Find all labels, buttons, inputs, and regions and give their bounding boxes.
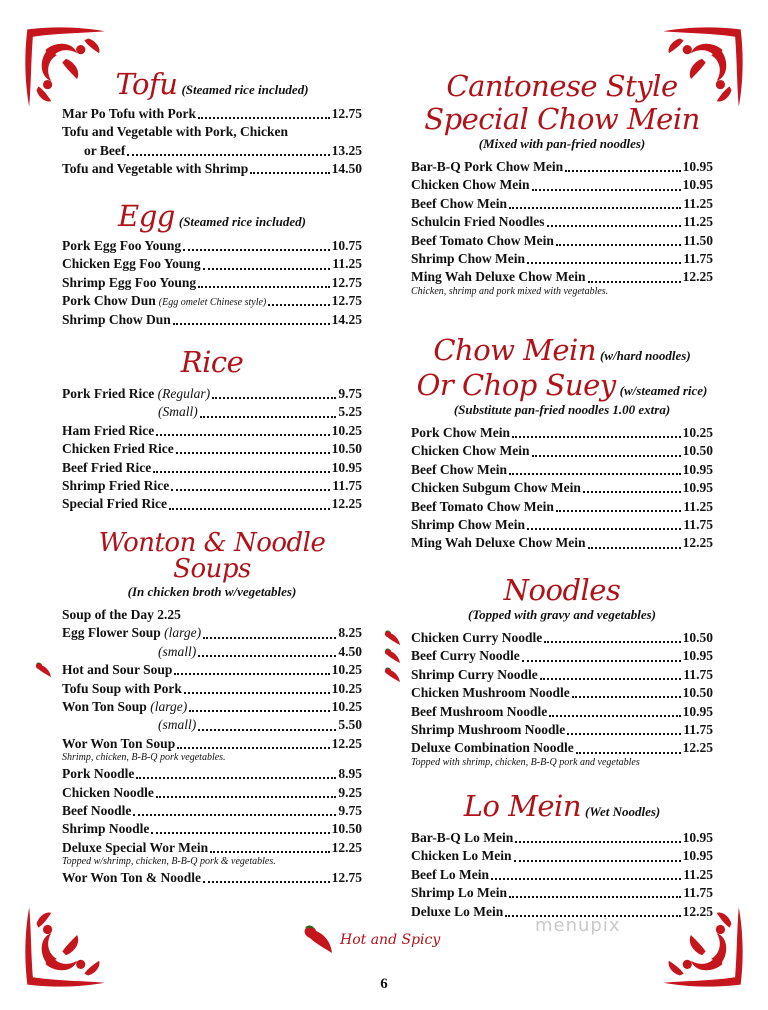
menu-item: Chicken Egg Foo Young 11.25 [62,256,362,272]
menu-item: Chicken Chow Mein 10.50 [411,443,713,459]
section-title: Egg [118,199,175,233]
menu-item: Soup of the Day 2.25 [62,607,181,622]
section-title: Chow Mein [433,333,597,367]
chili-pepper-icon [34,662,52,678]
menu-item: or Beef 13.25 [84,142,362,158]
menu-item: Beef Tomato Chow Mein 11.50 [411,232,713,248]
menu-item: Chicken Curry Noodle 10.50 [411,629,713,647]
menu-item: (Small) 5.25 [158,404,362,420]
menu-item: Chicken Noodle 9.25 [62,784,362,800]
menu-item: Beef Noodle 9.75 [62,802,362,818]
menu-item: Beef Fried Rice 10.95 [62,459,362,475]
menu-item: Shrimp Mushroom Noodle 11.75 [411,721,713,737]
watermark: menupix [535,915,621,936]
section-title: Rice [180,345,244,379]
menu-item: Schulcin Fried Noodles 11.25 [411,214,713,230]
menu-item: Pork Chow Mein 10.25 [411,425,713,440]
menu-item: Deluxe Lo Mein 12.25 [411,903,713,919]
section-lo-mein [411,789,713,921]
menu-item: (small) 4.50 [158,643,362,659]
chili-pepper-icon [383,648,401,664]
menu-item: Deluxe Special Wor Mein 12.25 [62,839,362,855]
section-subtitle: (w/steamed rice) [619,383,708,398]
menu-item: Mar Po Tofu with Pork 12.75 [62,106,362,121]
item-note: Topped with shrimp, chicken, B-B-Q pork and vegetables [411,756,640,768]
menu-item: Hot and Sour Soup 10.25 [62,661,362,679]
section-title: Or Chop Suey [416,368,616,402]
menu-item: Beef Chow Mein 10.95 [411,461,713,477]
section-tofu [62,67,362,179]
section-subtitle: (w/hard noodles) [600,348,691,363]
menu-item: Shrimp Egg Foo Young 12.75 [62,274,362,290]
menu-item: Shrimp Curry Noodle 11.75 [411,666,713,684]
menu-item: Beef Lo Mein 11.25 [411,866,713,882]
item-note: Shrimp, chicken, B-B-Q pork vegetables. [62,752,226,764]
menu-item: Deluxe Combination Noodle 12.25 [411,740,713,756]
menu-item: Tofu Soup with Pork 10.25 [62,680,362,696]
menu-item: Chicken Mushroom Noodle 10.50 [411,685,713,701]
menu-item: Shrimp Chow Mein 11.75 [411,516,713,532]
menu-item: Special Fried Rice 12.25 [62,496,362,512]
section-rice [62,345,362,514]
section-note: (Topped with gravy and vegetables) [468,607,656,622]
menu-item: Chicken Chow Mein 10.95 [411,177,713,193]
section-wonton-noodle-soups [62,530,362,887]
menu-item: Shrimp Chow Dun 14.25 [62,311,362,327]
page-number: 6 [380,976,388,992]
menu-item: Shrimp Chow Mein 11.75 [411,250,713,266]
menu-item: Chicken Lo Mein 10.95 [411,848,713,864]
menu-item: Beef Mushroom Noodle 10.95 [411,703,713,719]
menu-item: Ham Fried Rice 10.25 [62,422,362,438]
chili-pepper-icon [383,630,401,646]
menu-item: Wor Won Ton Soup 12.25 [62,735,362,751]
menu-item: Chicken Subgum Chow Mein 10.95 [411,480,713,496]
menu-item: Bar-B-Q Pork Chow Mein 10.95 [411,159,713,174]
menu-item: (small) 5.50 [158,717,362,733]
menu-item: Won Ton Soup (large) 10.25 [62,698,362,714]
item-note: Topped w/shrimp, chicken, B-B-Q pork & vegetables. [62,856,276,868]
section-title: Special Chow Mein [424,102,700,136]
section-noodles [411,573,713,770]
menu-item: Beef Chow Mein 11.25 [411,195,713,211]
section-title: Cantonese Style [446,69,678,103]
menu-item: Pork Egg Foo Young 10.75 [62,238,362,253]
menu-item: Tofu and Vegetable with Shrimp 14.50 [62,161,362,177]
menu-item: Shrimp Fried Rice 11.75 [62,477,362,493]
menu-item: Pork Fried Rice (Regular) 9.75 [62,386,362,401]
item-note: Chicken, shrimp and pork mixed with vegetables. [411,285,609,297]
section-subtitle: (Steamed rice included) [178,214,306,229]
menu-item: Bar-B-Q Lo Mein 10.95 [411,830,713,845]
menu-item: Shrimp Lo Mein 11.75 [411,885,713,901]
menu-item: Tofu and Vegetable with Pork, Chicken [62,124,289,140]
section-note: (In chicken broth w/vegetables) [127,584,297,599]
hot-and-spicy-legend [302,925,440,955]
section-note: (Mixed with pan-fried noodles) [478,136,646,151]
menu-item: Chicken Fried Rice 10.50 [62,441,362,457]
section-subtitle: (Steamed rice included) [181,82,309,97]
section-chow-mein-chop-suey [411,333,713,553]
chili-pepper-icon [302,925,334,955]
section-subtitle: (Wet Noodles) [585,804,661,819]
legend-text: Hot and Spicy [340,932,441,948]
section-title: Wonton & Noodle Soups [98,528,326,584]
menu-item: Shrimp Noodle 10.50 [62,821,362,837]
menu-item: Egg Flower Soup (large) 8.25 [62,625,362,641]
menu-item: Wor Won Ton & Noodle 12.75 [62,870,362,886]
section-title: Noodles [503,573,621,607]
section-title: Tofu [115,67,178,101]
menu-item: Pork Noodle 8.95 [62,766,362,782]
menu-item: Pork Chow Dun (Egg omelet Chinese style) 12.75 [62,293,362,309]
section-title: Lo Mein [463,789,582,823]
chili-pepper-icon [383,667,401,683]
menu-item: Beef Curry Noodle 10.95 [411,647,713,665]
section-egg [62,199,362,329]
section-cantonese-chow-mein [411,69,713,299]
menu-item: Ming Wah Deluxe Chow Mein 12.25 [411,269,713,285]
section-note: (Substitute pan-fried noodles 1.00 extra) [453,402,671,417]
menu-item: Ming Wah Deluxe Chow Mein 12.25 [411,535,713,551]
menu-item: Beef Tomato Chow Mein 11.25 [411,498,713,514]
